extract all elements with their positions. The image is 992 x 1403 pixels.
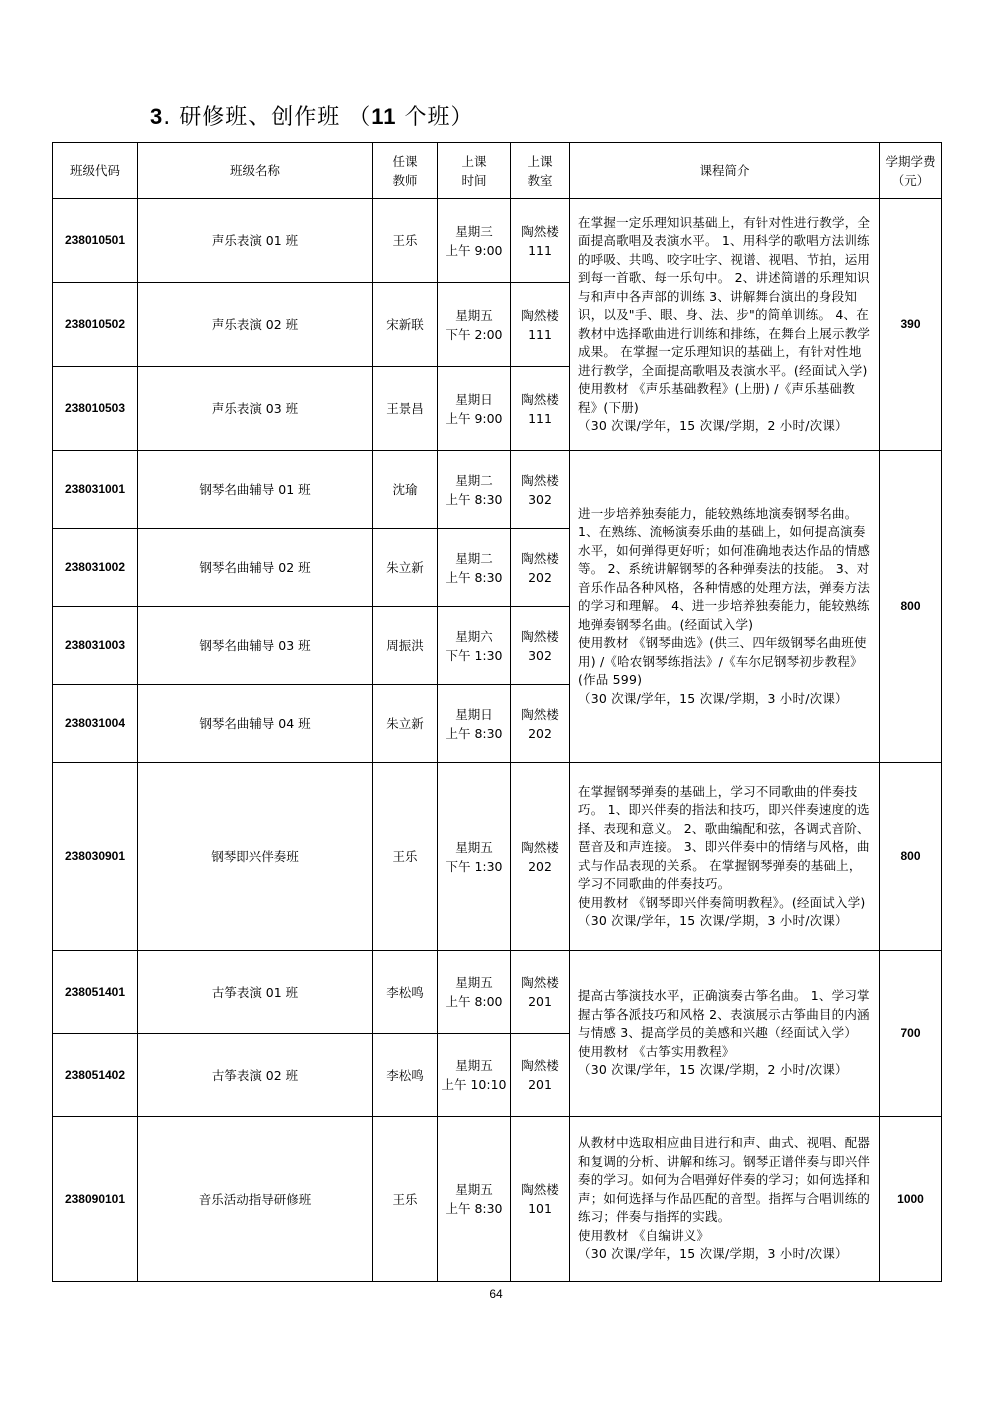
course-table [52,142,942,1282]
class-name-cell: 声乐表演 02 班 [138,283,373,367]
section-title [150,100,474,131]
header-time: 上课 时间 [438,143,511,199]
class-name-cell: 钢琴名曲辅导 02 班 [138,529,373,607]
room-cell: 陶然楼 202 [511,685,570,763]
table-row [53,763,942,951]
header-teacher: 任课 教师 [373,143,438,199]
teacher-cell: 沈瑜 [373,451,438,529]
fee-cell: 390 [880,199,942,451]
course-intro-cell: 从教材中选取相应曲目进行和声、曲式、视唱、配器和复调的分析、讲解和练习。钢琴正谱伴奏与即兴伴奏的学习。如何为合唱弹好伴奏的学习；如何选择和声；如何选择与作品匹配的音型。指挥与合唱训练的练习；伴奏与指挥的实践。 使用教材 《自编讲义》 （30 次课/学年，15 次课/学期，3 小时/次课） [570,1117,880,1282]
class-name-cell: 音乐活动指导研修班 [138,1117,373,1282]
room-cell: 陶然楼 302 [511,451,570,529]
table-row [53,1117,942,1282]
header-room: 上课 教室 [511,143,570,199]
class-code-cell: 238010502 [53,283,138,367]
page-number: 64 [489,1287,503,1301]
table-row [53,451,942,529]
time-cell: 星期二 上午 8:30 [438,529,511,607]
time-cell: 星期二 上午 8:30 [438,451,511,529]
class-name-cell: 钢琴即兴伴奏班 [138,763,373,951]
class-code-cell: 238051401 [53,951,138,1034]
time-cell: 星期五 上午 8:00 [438,951,511,1034]
section-count: 11 [371,104,397,129]
time-cell: 星期日 上午 8:30 [438,685,511,763]
teacher-cell: 朱立新 [373,685,438,763]
teacher-cell: 王景昌 [373,367,438,451]
course-intro-cell: 提高古筝演技水平，正确演奏古筝名曲。 1、学习掌握古筝各派技巧和风格 2、表演展示古筝曲目的内涵与情感 3、提高学员的美感和兴趣（经面试入学） 使用教材 《古筝实用教程》 （30 次课/学年，15 次课/学期，2 小时/次课） [570,951,880,1117]
header-intro: 课程简介 [570,143,880,199]
time-cell: 星期日 上午 9:00 [438,367,511,451]
course-intro-cell: 在掌握钢琴弹奏的基础上，学习不同歌曲的伴奏技巧。 1、即兴伴奏的指法和技巧，即兴伴奏速度的选择、表现和意义。 2、歌曲编配和弦，各调式音阶、琶音及和声连接。 3、即兴伴奏中的情绪与风格，曲式与作品表现的关系。 在掌握钢琴弹奏的基础上，学习不同歌曲的伴奏技巧。 使用教材 《钢琴即兴伴奏简明教程》。(经面试入学) （30 次课/学年，15 次课/学期，3 小时/次课） [570,763,880,951]
section-number: 3 [150,104,164,129]
class-name-cell: 古筝表演 01 班 [138,951,373,1034]
time-cell: 星期三 上午 9:00 [438,199,511,283]
teacher-cell: 朱立新 [373,529,438,607]
course-intro-cell: 在掌握一定乐理知识基础上，有针对性进行教学，全面提高歌唱及表演水平。 1、用科学的歌唱方法训练的呼吸、共鸣、咬字吐字、视谱、视唱、节拍，运用到每一首歌、每一乐句中。 2、讲述简谱的乐理知识与和声中各声部的训练 3、讲解舞台演出的身段知识，以及"手、眼、身、法、步"的简单训练。 4、在教材中选择歌曲进行训练和排练，在舞台上展示教学成果。 在掌握一定乐理知识的基础上，有针对性地进行教学，全面提高歌唱及表演水平。(经面试入学) 使用教材 《声乐基础教程》(上册) /《声乐基础教程》(下册) （30 次课/学年，15 次课/学期，2 小时/次课） [570,199,880,451]
teacher-cell: 王乐 [373,199,438,283]
fee-cell: 800 [880,763,942,951]
class-name-cell: 钢琴名曲辅导 01 班 [138,451,373,529]
teacher-cell: 王乐 [373,763,438,951]
teacher-cell: 李松鸣 [373,1034,438,1117]
class-code-cell: 238051402 [53,1034,138,1117]
teacher-cell: 宋新联 [373,283,438,367]
time-cell: 星期五 上午 10:10 [438,1034,511,1117]
class-name-cell: 声乐表演 01 班 [138,199,373,283]
section-sep: . [163,105,180,130]
room-cell: 陶然楼 202 [511,763,570,951]
time-cell: 星期五 下午 2:00 [438,283,511,367]
class-name-cell: 钢琴名曲辅导 03 班 [138,607,373,685]
room-cell: 陶然楼 201 [511,951,570,1034]
header-row [53,143,942,199]
room-cell: 陶然楼 202 [511,529,570,607]
fee-cell: 800 [880,451,942,763]
header-code: 班级代码 [53,143,138,199]
table-row [53,199,942,283]
time-cell: 星期五 上午 8:30 [438,1117,511,1282]
room-cell: 陶然楼 302 [511,607,570,685]
class-name-cell: 古筝表演 02 班 [138,1034,373,1117]
time-cell: 星期五 下午 1:30 [438,763,511,951]
class-name-cell: 钢琴名曲辅导 04 班 [138,685,373,763]
room-cell: 陶然楼 101 [511,1117,570,1282]
class-code-cell: 238090101 [53,1117,138,1282]
room-cell: 陶然楼 111 [511,283,570,367]
fee-cell: 700 [880,951,942,1117]
table-row [53,951,942,1034]
class-code-cell: 238010501 [53,199,138,283]
class-code-cell: 238031001 [53,451,138,529]
time-cell: 星期六 下午 1:30 [438,607,511,685]
course-intro-cell: 进一步培养独奏能力，能较熟练地演奏钢琴名曲。1、在熟练、流畅演奏乐曲的基础上，如何提高演奏水平，如何弹得更好听；如何准确地表达作品的情感等。 2、系统讲解钢琴的各种弹奏法的技能。 3、对音乐作品各种风格，各种情感的处理方法，弹奏方法的学习和理解。 4、进一步培养独奏能力，能较熟练地弹奏钢琴名曲。(经面试入学) 使用教材 《钢琴曲选》(供三、四年级钢琴名曲班使用) /《哈农钢琴练指法》/《车尔尼钢琴初步教程》(作品 599) （30 次课/学年，15 次课/学期，3 小时/次课） [570,451,880,763]
room-cell: 陶然楼 201 [511,1034,570,1117]
class-code-cell: 238031002 [53,529,138,607]
fee-cell: 1000 [880,1117,942,1282]
header-name: 班级名称 [138,143,373,199]
section-tail: 个班） [396,105,474,130]
class-name-cell: 声乐表演 03 班 [138,367,373,451]
teacher-cell: 李松鸣 [373,951,438,1034]
teacher-cell: 王乐 [373,1117,438,1282]
section-text: 研修班、创作班 （ [179,105,372,130]
teacher-cell: 周振洪 [373,607,438,685]
room-cell: 陶然楼 111 [511,367,570,451]
header-fee: 学期学费 （元） [880,143,942,199]
class-code-cell: 238030901 [53,763,138,951]
room-cell: 陶然楼 111 [511,199,570,283]
class-code-cell: 238031003 [53,607,138,685]
class-code-cell: 238031004 [53,685,138,763]
class-code-cell: 238010503 [53,367,138,451]
